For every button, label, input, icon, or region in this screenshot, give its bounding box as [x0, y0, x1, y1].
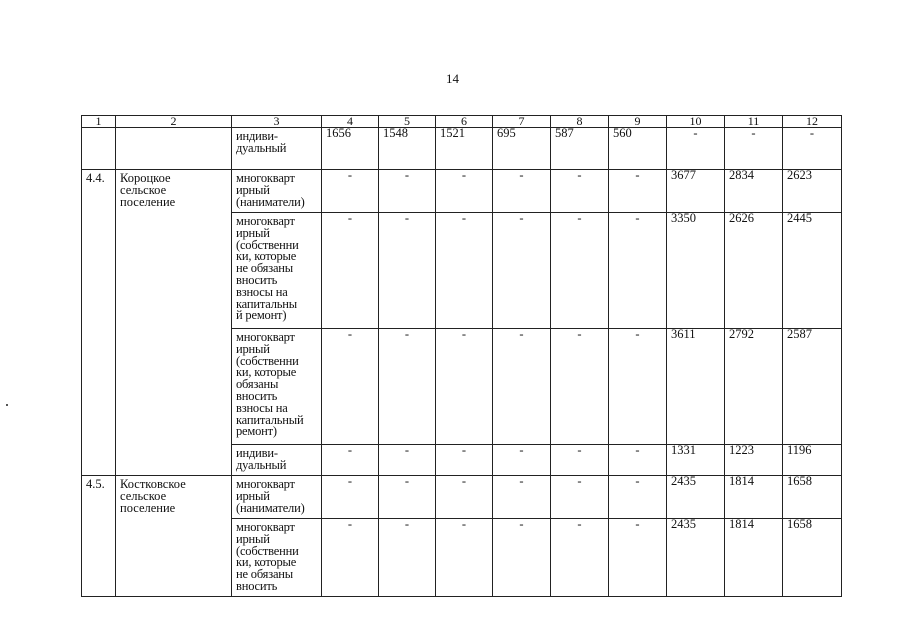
header-cell: 4	[322, 116, 379, 128]
value-cell: 587	[551, 128, 609, 170]
value-cell: -	[493, 170, 551, 213]
value-cell: 2587	[783, 329, 842, 445]
value-cell: 2834	[725, 170, 783, 213]
value-cell: 1196	[783, 445, 842, 476]
value-cell: -	[379, 476, 436, 519]
value-cell: -	[493, 213, 551, 329]
value-cell: 2445	[783, 213, 842, 329]
value-cell: 1814	[725, 476, 783, 519]
value-cell: -	[436, 476, 493, 519]
housing-type-cell: индиви- дуальный	[232, 128, 322, 170]
table-row	[82, 476, 842, 519]
value-cell: 2792	[725, 329, 783, 445]
value-cell: -	[322, 170, 379, 213]
table-row	[82, 170, 842, 213]
value-cell: -	[551, 519, 609, 597]
value-cell: -	[436, 329, 493, 445]
value-cell: 2435	[667, 476, 725, 519]
value-cell: -	[725, 128, 783, 170]
value-cell: -	[551, 213, 609, 329]
value-cell: -	[322, 519, 379, 597]
header-cell: 7	[493, 116, 551, 128]
header-cell: 9	[609, 116, 667, 128]
housing-type-cell: многокварт ирный (собственни ки, которые не обязаны вносить	[232, 519, 322, 597]
value-cell: 695	[493, 128, 551, 170]
header-cell: 11	[725, 116, 783, 128]
value-cell: 1658	[783, 476, 842, 519]
value-cell: 1548	[379, 128, 436, 170]
header-cell: 12	[783, 116, 842, 128]
housing-type-cell: индиви- дуальный	[232, 445, 322, 476]
value-cell: -	[493, 445, 551, 476]
value-cell: -	[379, 170, 436, 213]
settlement-cell: Короцкое сельское поселение	[116, 170, 232, 476]
settlement-cell: Костковское сельское поселение	[116, 476, 232, 597]
value-cell: 2623	[783, 170, 842, 213]
value-cell: -	[322, 213, 379, 329]
header-cell: 8	[551, 116, 609, 128]
header-cell: 5	[379, 116, 436, 128]
value-cell: -	[551, 329, 609, 445]
value-cell: -	[551, 170, 609, 213]
value-cell: -	[436, 170, 493, 213]
value-cell: -	[436, 445, 493, 476]
table-row	[82, 128, 842, 170]
value-cell: -	[609, 476, 667, 519]
value-cell: -	[322, 329, 379, 445]
value-cell: -	[493, 329, 551, 445]
header-cell: 2	[116, 116, 232, 128]
scan-speck	[6, 404, 8, 406]
value-cell: 1814	[725, 519, 783, 597]
value-cell: -	[551, 445, 609, 476]
value-cell: -	[322, 445, 379, 476]
value-cell: -	[609, 519, 667, 597]
value-cell: 1658	[783, 519, 842, 597]
value-cell: 3677	[667, 170, 725, 213]
value-cell: -	[436, 519, 493, 597]
value-cell: 1656	[322, 128, 379, 170]
value-cell: -	[551, 476, 609, 519]
code-cell: 4.5.	[82, 476, 116, 597]
value-cell: -	[609, 445, 667, 476]
value-cell: -	[379, 519, 436, 597]
value-cell: -	[379, 329, 436, 445]
tariff-table	[81, 115, 842, 597]
housing-type-cell: многокварт ирный (собственни ки, которые не обязаны вносить взносы на капитальны й ремонт)	[232, 213, 322, 329]
value-cell: -	[609, 329, 667, 445]
value-cell: 560	[609, 128, 667, 170]
value-cell: -	[379, 213, 436, 329]
housing-type-cell: многокварт ирный (наниматели)	[232, 170, 322, 213]
code-cell: 4.4.	[82, 170, 116, 476]
value-cell: 1331	[667, 445, 725, 476]
value-cell: -	[493, 519, 551, 597]
value-cell: -	[436, 213, 493, 329]
value-cell: 3350	[667, 213, 725, 329]
value-cell: -	[322, 476, 379, 519]
value-cell: -	[379, 445, 436, 476]
page-number: 14	[446, 71, 459, 86]
header-cell: 10	[667, 116, 725, 128]
header-cell: 1	[82, 116, 116, 128]
settlement-cell	[116, 128, 232, 170]
housing-type-cell: многокварт ирный (наниматели)	[232, 476, 322, 519]
header-cell: 6	[436, 116, 493, 128]
value-cell: -	[609, 170, 667, 213]
value-cell: 2435	[667, 519, 725, 597]
value-cell: 1223	[725, 445, 783, 476]
value-cell: -	[609, 213, 667, 329]
code-cell	[82, 128, 116, 170]
value-cell: 1521	[436, 128, 493, 170]
value-cell: -	[667, 128, 725, 170]
value-cell: -	[783, 128, 842, 170]
value-cell: -	[493, 476, 551, 519]
header-cell: 3	[232, 116, 322, 128]
value-cell: 3611	[667, 329, 725, 445]
header-row	[82, 116, 842, 128]
housing-type-cell: многокварт ирный (собственни ки, которые обязаны вносить взносы на капитальный ремонт)	[232, 329, 322, 445]
value-cell: 2626	[725, 213, 783, 329]
